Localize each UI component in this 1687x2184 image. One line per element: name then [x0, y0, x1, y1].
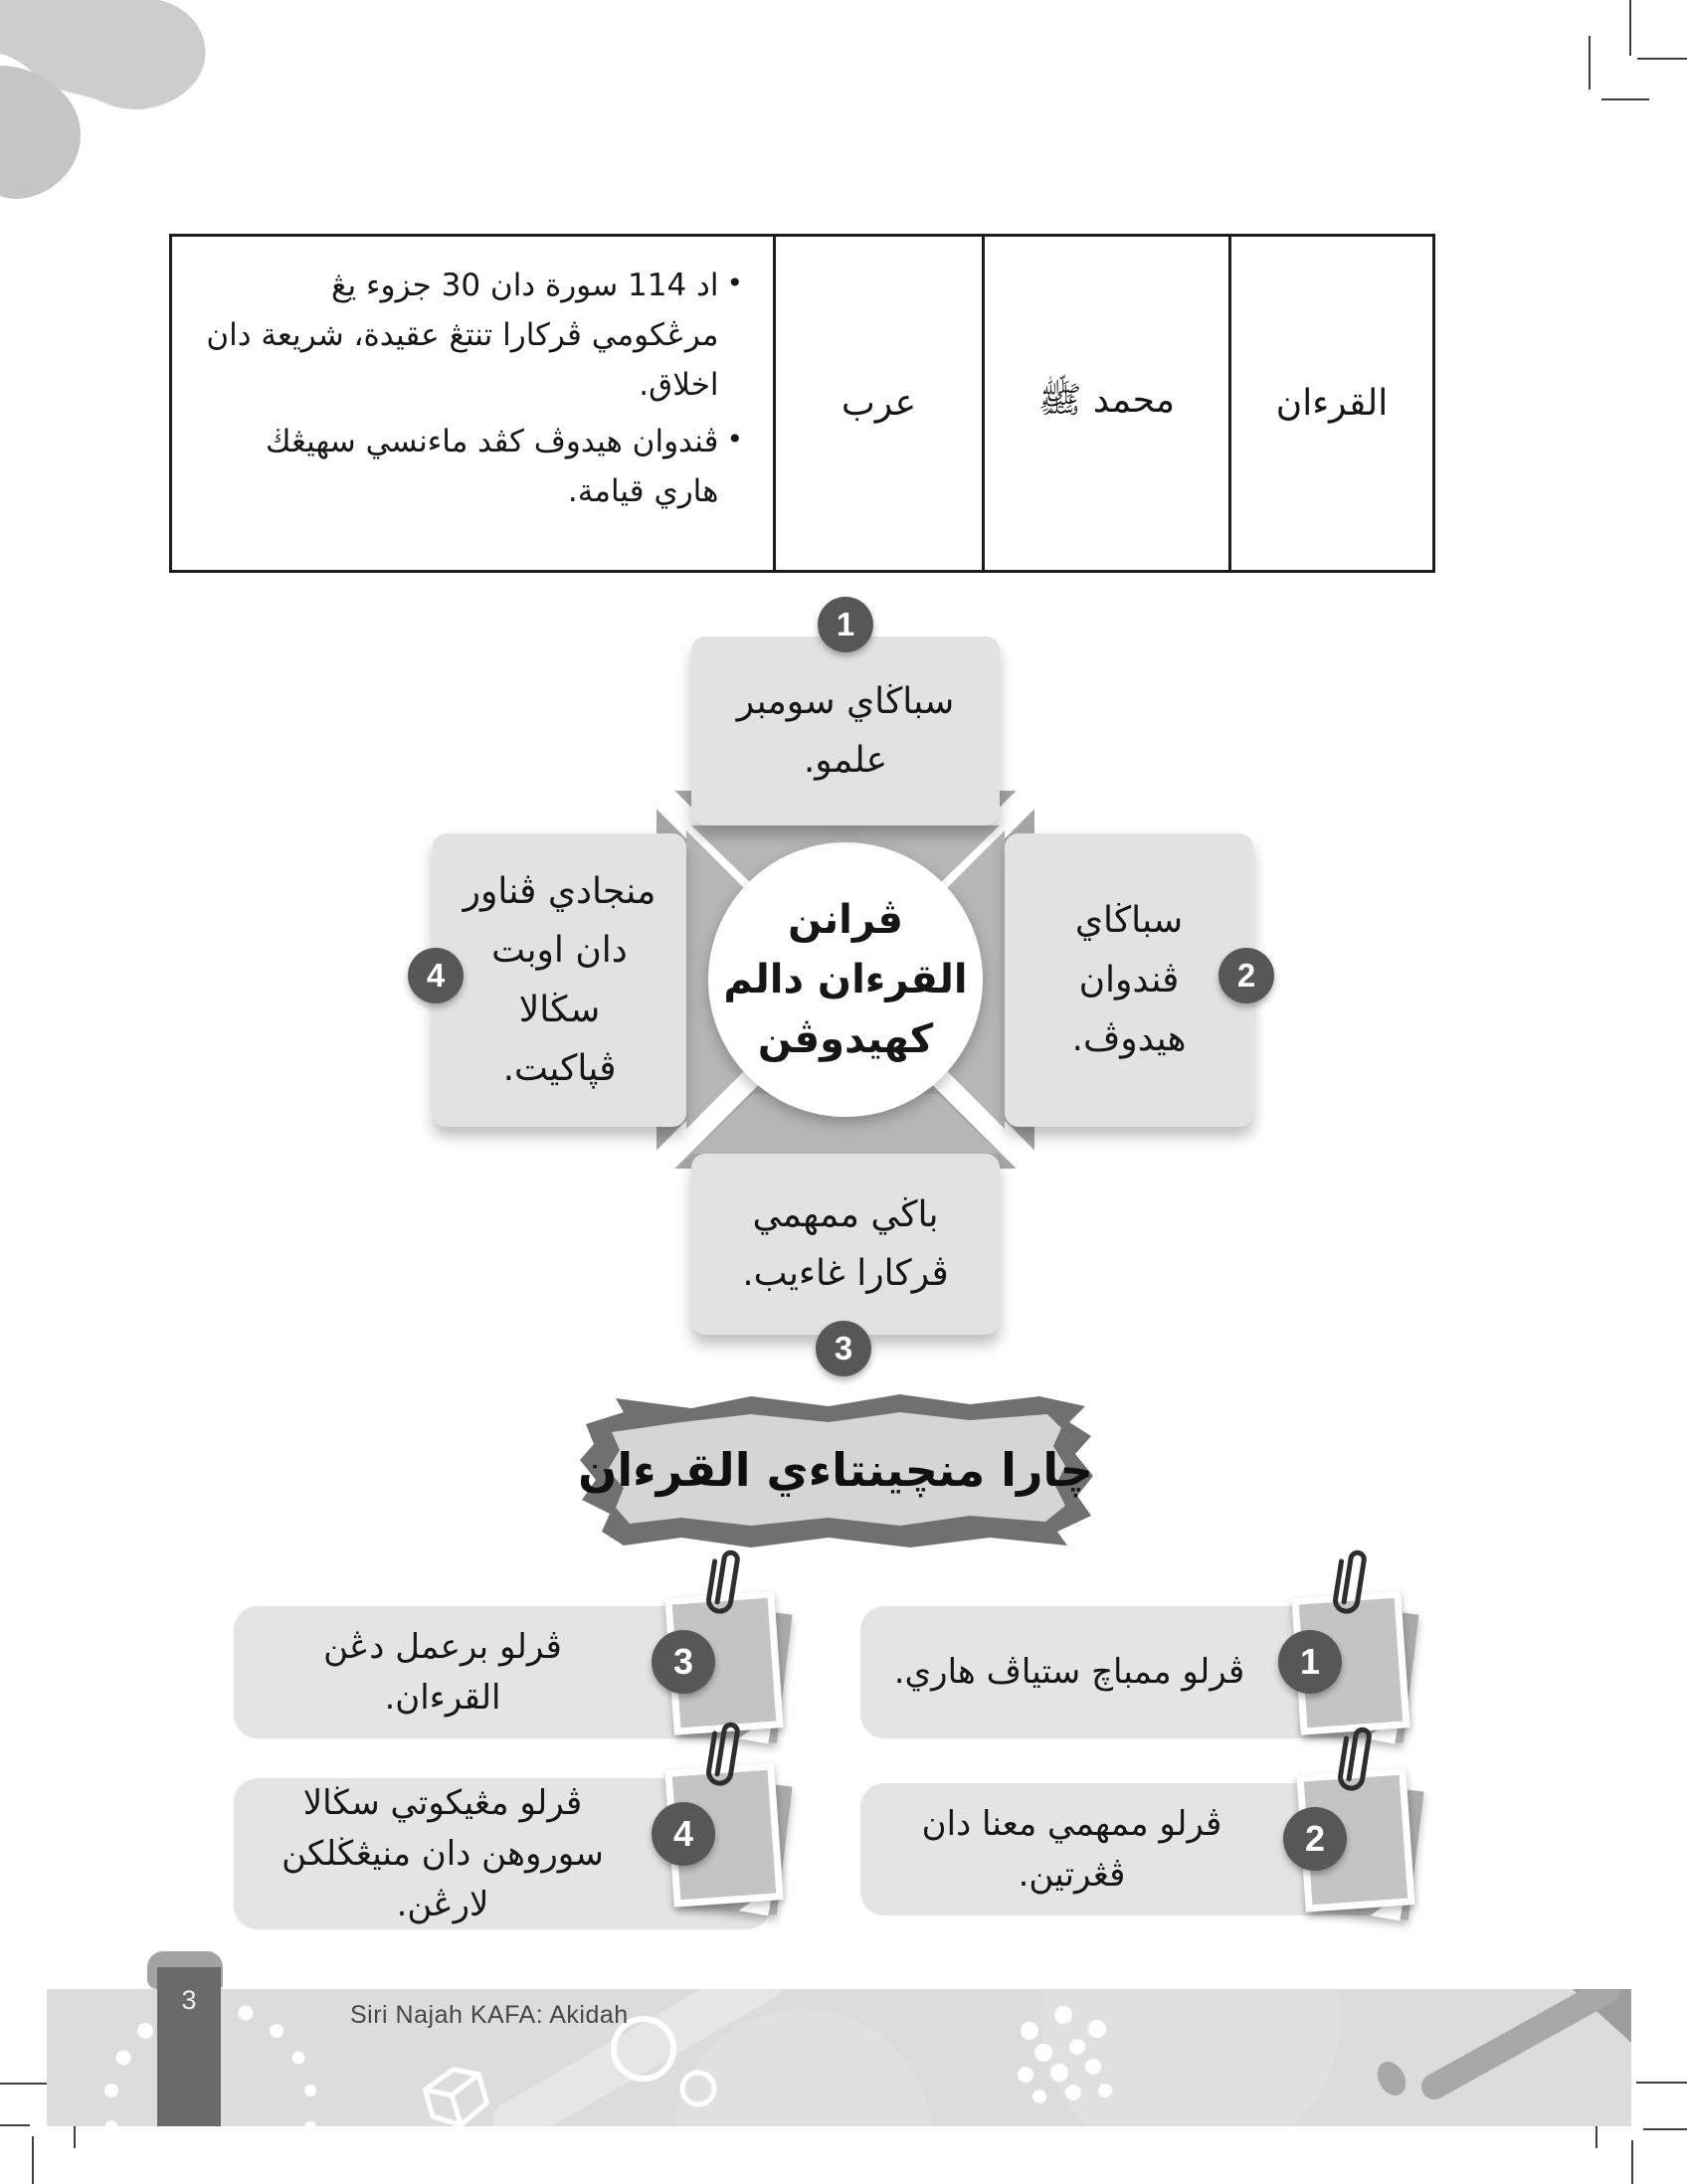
center-title-line: كهيدوڤن	[757, 1016, 934, 1062]
tip-text: ڤرلو ممباچ ستياڤ هاري.	[893, 1652, 1245, 1692]
banner-title: چارا منچينتاءي القرءان	[578, 1443, 1093, 1497]
table-note	[202, 417, 743, 516]
bullet-icon: •	[726, 422, 743, 455]
table-note-text: ڤندوان هيدوڤ كڤد ماءنسي سهيڠڬ هاري قيامة.	[266, 423, 719, 509]
note-decoration	[650, 1736, 799, 1945]
number-badge: 2	[1283, 1807, 1347, 1871]
number-badge: 3	[652, 1630, 715, 1694]
note-decoration	[1281, 1741, 1430, 1950]
footer-decorations	[47, 1989, 1631, 2126]
crop-mark	[1636, 2082, 1687, 2084]
crop-mark	[32, 2136, 34, 2184]
diagram-item-text: سباڬاي سومبر علمو.	[736, 680, 955, 781]
tip-card-3	[234, 1606, 771, 1738]
table-cell-book-name	[1228, 237, 1432, 570]
quran-role-diagram	[418, 592, 1273, 1397]
center-title-line: ڤرانن	[788, 897, 903, 943]
table-cell-language	[773, 237, 982, 570]
crop-mark	[0, 2124, 30, 2126]
prophet-name: محمد ﷺ	[1037, 379, 1176, 421]
table-note-text: اد 114 سورة دان 30 جزوء يڠ مرڠكومي ڤركارا تنتڠ عقيدة، شريعة دان اخلاق.	[206, 268, 719, 404]
number-badge: 3	[816, 1321, 871, 1376]
table-cell-notes	[172, 237, 773, 570]
diagram-item-right	[1005, 833, 1253, 1127]
number-badge: 4	[652, 1802, 715, 1866]
quran-info-table	[169, 234, 1435, 573]
diagram-item-top	[691, 637, 1000, 825]
diagram-item-text: سباڬاي ڤندوان هيدوڤ.	[1071, 900, 1187, 1060]
diagram-item-bottom	[691, 1154, 1000, 1335]
table-note	[202, 261, 743, 411]
crop-mark	[1601, 98, 1649, 100]
number-badge: 2	[1218, 948, 1274, 1003]
number-badge: 4	[408, 948, 464, 1003]
diagram-item-text: باڬي ممهمي ڤركارا غاءيب.	[742, 1193, 949, 1294]
center-title-line: القرءان دالم	[723, 957, 968, 1002]
number-badge: 1	[1278, 1630, 1342, 1694]
crop-mark	[1589, 36, 1591, 90]
footer-band	[47, 1989, 1631, 2126]
page-number: 3	[181, 1985, 197, 2015]
book-name: القرءان	[1275, 383, 1389, 424]
crop-mark	[1631, 2140, 1633, 2184]
tip-card-4	[234, 1778, 771, 1929]
tip-text: ڤرلو ممهمي معنا دان ڤڠرتين.	[921, 1803, 1222, 1895]
crop-mark	[1637, 58, 1687, 60]
series-title: Siri Najah KAFA: Akidah	[350, 2001, 629, 2029]
number-badge: 1	[818, 597, 873, 652]
corner-blob-decoration	[0, 0, 269, 239]
diagram-item-text: منجادي ڤناور دان اوبت سڬالا ڤڽاكيت.	[463, 870, 656, 1089]
tip-card-1	[860, 1606, 1398, 1738]
diagram-center-circle	[708, 842, 983, 1117]
crop-mark	[1629, 0, 1631, 56]
crop-mark	[1643, 2128, 1687, 2130]
tip-card-2	[860, 1783, 1403, 1915]
diagram-item-left	[433, 833, 686, 1127]
tip-text: ڤرلو برعمل دڠن القرءان.	[323, 1626, 562, 1718]
language-name: عرب	[841, 383, 917, 424]
tip-text: ڤرلو مڠيكوتي سڬالا سوروهن دان منيڠڬلكن لارڠن.	[281, 1782, 604, 1924]
bullet-icon: •	[726, 267, 743, 299]
table-cell-prophet	[982, 237, 1228, 570]
section-banner	[572, 1388, 1099, 1555]
